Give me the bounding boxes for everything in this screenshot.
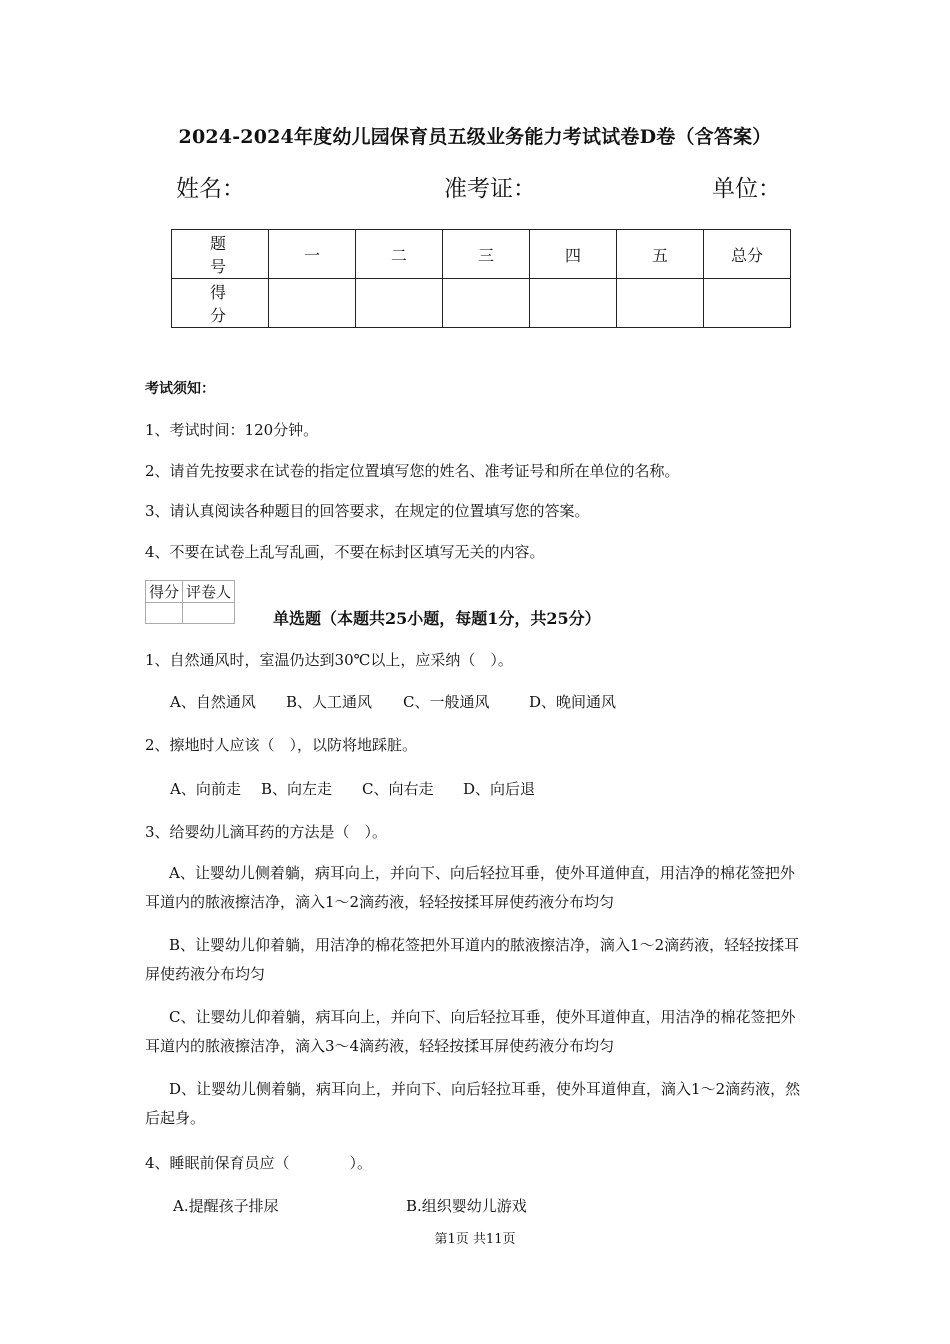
question-2-option-c: C、向右走	[362, 780, 434, 798]
grader-score-label: 得分	[146, 581, 183, 603]
grader-name-label: 评卷人	[183, 581, 235, 603]
question-1-option-c: C、一般通风	[403, 693, 490, 711]
score-table-header-row	[172, 230, 791, 279]
score-cell[interactable]	[356, 279, 443, 328]
score-header-cell: 五	[617, 230, 704, 279]
question-3-option-b: B、让婴幼儿仰着躺，用洁净的棉花签把外耳道内的脓液擦洁净，滴入1～2滴药液，轻轻按揉耳屏使药液分布均匀	[145, 936, 800, 983]
grader-box	[145, 580, 235, 624]
score-header-cell: 一	[269, 230, 356, 279]
score-table	[171, 229, 791, 328]
question-4-stem: 4、睡眠前保育员应（ ）。	[145, 1154, 373, 1172]
question-2-option-d: D、向后退	[463, 780, 536, 798]
score-row-label: 得 分	[172, 279, 269, 328]
question-3-stem: 3、给婴幼儿滴耳药的方法是（ ）。	[145, 823, 388, 841]
question-1-stem: 1、自然通风时，室温仍达到30℃以上，应采纳（ ）。	[145, 651, 513, 669]
question-2-option-a: A、向前走	[170, 780, 241, 798]
question-1-option-b: B、人工通风	[286, 693, 373, 711]
score-header-cell: 四	[530, 230, 617, 279]
page-footer: 第1页 共11页	[434, 1232, 516, 1247]
notice-item: 3、请认真阅读各种题目的回答要求，在规定的位置填写您的答案。	[145, 502, 590, 520]
score-table-score-row	[172, 279, 791, 328]
question-2-option-b: B、向左走	[261, 780, 333, 798]
score-cell[interactable]	[269, 279, 356, 328]
score-cell[interactable]	[617, 279, 704, 328]
question-3-option-d: D、让婴幼儿侧着躺，病耳向上，并向下、向后轻拉耳垂，使外耳道伸直，滴入1～2滴药液，然后起身。	[145, 1080, 801, 1127]
notice-item: 4、不要在试卷上乱写乱画，不要在标封区填写无关的内容。	[145, 543, 545, 561]
score-header-cell: 题 号	[172, 230, 269, 279]
notice-heading: 考试须知：	[145, 381, 215, 397]
score-cell[interactable]	[704, 279, 791, 328]
question-3-option-a: A、让婴幼儿侧着躺，病耳向上，并向下、向后轻拉耳垂，使外耳道伸直，用洁净的棉花签把外耳道内的脓液擦洁净，滴入1～2滴药液，轻轻按揉耳屏使药液分布均匀	[145, 864, 795, 911]
unit-field-label: 单位：	[712, 176, 781, 202]
score-header-cell: 三	[443, 230, 530, 279]
score-cell[interactable]	[443, 279, 530, 328]
score-header-cell: 二	[356, 230, 443, 279]
question-3-option-c: C、让婴幼儿仰着躺，病耳向上，并向下、向后轻拉耳垂，使外耳道伸直，用洁净的棉花签把外耳道内的脓液擦洁净，滴入3～4滴药液，轻轻按揉耳屏使药液分布均匀	[145, 1008, 796, 1055]
grader-name-cell[interactable]	[183, 603, 235, 624]
exam-id-field-label: 准考证：	[444, 176, 536, 202]
question-1-option-a: A、自然通风	[170, 693, 256, 711]
question-4-option-b: B.组织婴幼儿游戏	[406, 1197, 527, 1215]
score-header-cell: 总分	[704, 230, 791, 279]
page-title: 2024-2024年度幼儿园保育员五级业务能力考试试卷D卷（含答案）	[178, 126, 772, 148]
question-2-stem: 2、擦地时人应该（ ），以防将地踩脏。	[145, 736, 418, 754]
grader-score-cell[interactable]	[146, 603, 183, 624]
score-cell[interactable]	[530, 279, 617, 328]
notice-item: 2、请首先按要求在试卷的指定位置填写您的姓名、准考证号和所在单位的名称。	[145, 462, 680, 480]
name-field-label: 姓名：	[176, 176, 245, 202]
section-title: 单选题（本题共25小题，每题1分，共25分）	[273, 609, 601, 628]
question-1-option-d: D、晚间通风	[529, 693, 617, 711]
question-4-option-a: A.提醒孩子排尿	[173, 1197, 279, 1215]
notice-item: 1、考试时间：120分钟。	[145, 421, 319, 439]
